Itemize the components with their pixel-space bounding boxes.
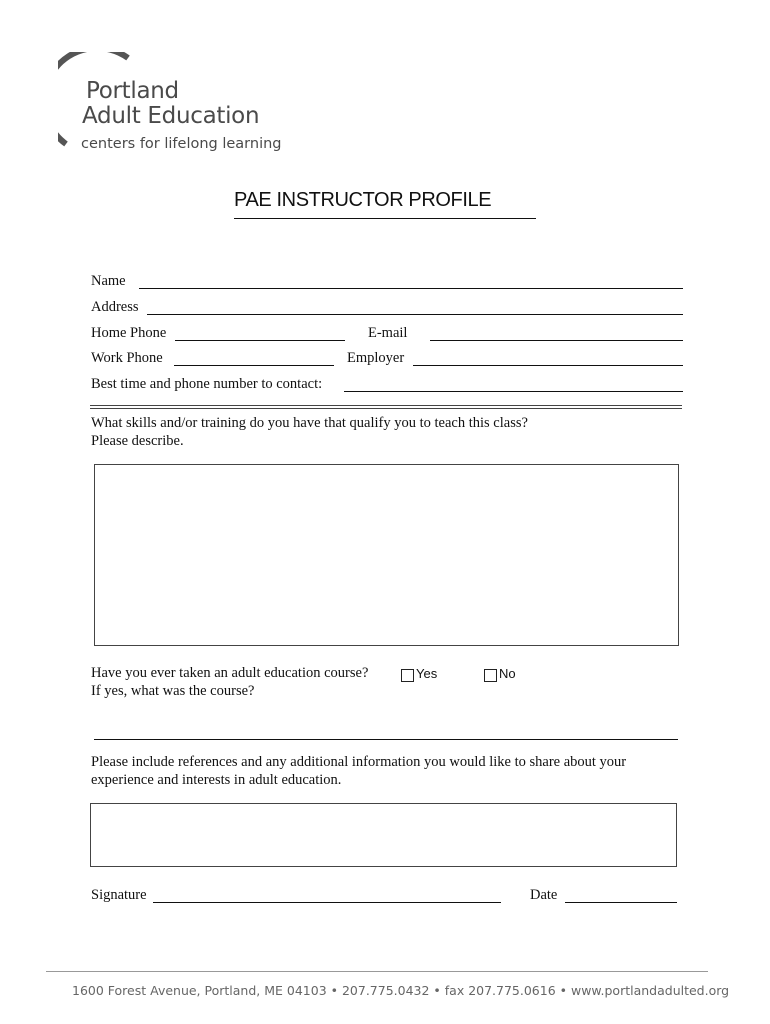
home-phone-field[interactable] — [175, 340, 345, 341]
best-time-label: Best time and phone number to contact: — [91, 376, 323, 392]
no-label: No — [499, 666, 516, 681]
skills-question: What skills and/or training do you have that qualify you to teach this class? — [91, 415, 528, 431]
name-label: Name — [91, 273, 126, 289]
signature-label: Signature — [91, 887, 147, 903]
logo-line-1: Portland — [86, 78, 179, 104]
name-field[interactable] — [139, 288, 683, 289]
references-line-2: experience and interests in adult education. — [91, 772, 342, 788]
yes-checkbox[interactable] — [401, 669, 414, 682]
course-question: Have you ever taken an adult education course? — [91, 665, 369, 681]
footer-rule — [46, 971, 708, 972]
date-label: Date — [530, 887, 558, 903]
best-time-field[interactable] — [344, 391, 683, 392]
signature-field[interactable] — [153, 902, 501, 903]
no-checkbox[interactable] — [484, 669, 497, 682]
yes-label: Yes — [416, 666, 438, 681]
address-field[interactable] — [147, 314, 683, 315]
date-field[interactable] — [565, 902, 677, 903]
course-followup: If yes, what was the course? — [91, 683, 255, 699]
skills-describe: Please describe. — [91, 433, 184, 449]
email-field[interactable] — [430, 340, 683, 341]
page-title: PAE INSTRUCTOR PROFILE — [234, 189, 492, 211]
footer-contact: 1600 Forest Avenue, Portland, ME 04103 • 207.775.0432 • fax 207.775.0616 • www.portlandadulted.org — [72, 983, 730, 998]
work-phone-label: Work Phone — [91, 350, 163, 366]
employer-label: Employer — [347, 350, 405, 366]
email-label: E-mail — [368, 325, 408, 341]
employer-field[interactable] — [413, 365, 683, 366]
home-phone-label: Home Phone — [91, 325, 167, 341]
work-phone-field[interactable] — [174, 365, 334, 366]
logo-tagline: centers for lifelong learning — [81, 136, 282, 152]
references-textarea[interactable] — [90, 803, 677, 867]
address-label: Address — [91, 299, 139, 315]
title-underline — [234, 218, 536, 219]
references-line-1: Please include references and any additional information you would like to share about your — [91, 754, 627, 770]
logo-line-2: Adult Education — [82, 103, 260, 129]
skills-textarea[interactable] — [94, 464, 679, 646]
course-field[interactable] — [94, 739, 678, 740]
section-divider — [90, 405, 682, 409]
